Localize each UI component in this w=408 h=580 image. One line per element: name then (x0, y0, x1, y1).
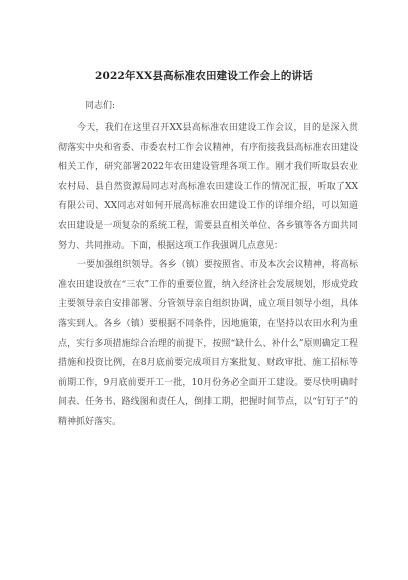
document-body (58, 94, 358, 433)
document-title: 2022年XX县高标准农田建设工作会上的讲话 (95, 70, 313, 82)
paragraph-intro: 今天，我们在这里召开XX县高标准农田建设工作会议，目的是深入贯彻落实中央和省委、市委农村工作会议精神，有序衔接我县高标准农田建设相关工作，研究部署2022年农田建设管理各项工作。刚才我们听取县农业农村局、县自然资源局同志对高标准农田建设工作的情况汇报，听取了XX有限公司、XX同志对如何开展高标准农田建设工作的详细介绍，可以知道农田建设是一项复杂的系统工程，需要县直相关单位、各乡镇等各方面共同努力、共同推动。下面，根据这项工作我强调几点意见： (58, 123, 358, 251)
salutation: 同志们: (85, 101, 116, 111)
paragraph-organization: 一要加强组织领导。各乡（镇）要按照省、市及本次会议精神，将高标准农田建设放在“三农”工作的重要位置，纳入经济社会发展规划，形成党政主要领导亲自安排部署、分管领导亲自组织协调，成立项目领导小组，具体落实到人。各乡（镇）要根据不同条件，因地施策，在坚持以农田水利为重点，实行多项措施综合治理的前提下，按照“缺什么、补什么”原则确定工程措施和投资比例，在8月底前要完成项目方案批复、财政审批、施工招标等前期工作，9月底前要开工一批，10月份务必全面开工建设。要尽快明确时间表、任务书、路线图和责任人，倒排工期，把握时间节点，以“钉钉子”的精神抓好落实。 (58, 260, 358, 427)
